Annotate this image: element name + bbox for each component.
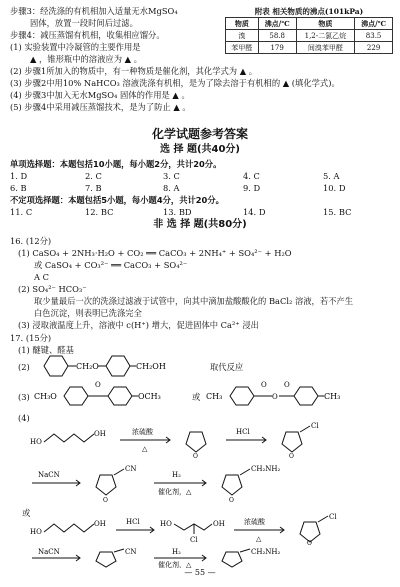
ch3-label: CH₃ [324,392,341,401]
hcl-label: HCl [126,518,140,526]
oh-label: OH [94,520,106,528]
section-choice-title: 选 择 题(共40分) [159,144,241,155]
appx-header: 沸点/℃ [355,18,393,30]
q17-part3-label: (3) [18,392,30,402]
cl-label: Cl [311,422,319,430]
answer-item: 6. B [10,183,27,193]
q1-line1: (1) 实验装置中冷凝管的主要作用是 [10,42,141,52]
o-label: O [272,393,278,401]
cl-label: Cl [329,513,337,521]
q16-text1: 取少量最后一次的洗涤过滤液于试管中，向其中滴加盐酸酸化的 BaCl₂ 溶液，若不产生 [34,296,354,306]
q17-part2-reaction-type: 取代反应 [210,362,244,372]
q17-part3-or: 或 [192,392,201,402]
q17-title: 17. (15分) [10,333,52,343]
cn-label: CN [125,465,137,473]
q16-choices: A C [34,272,49,282]
q17-part3-structure-b [206,380,396,410]
appx-cell: 229 [355,42,393,54]
q16-eq2: 或 CaSO₄ + CO₃²⁻ ══ CaCO₃ + SO₄²⁻ [34,260,188,270]
o-label: O [307,540,312,546]
och3-label: OCH₃ [138,392,161,401]
appendix-table [225,6,393,54]
o-label: O [284,381,290,389]
answer-item: 13. BD [163,207,192,217]
step3-line2: 固体，放置一段时间后过滤。 [30,18,138,28]
q16-part3: (3) 浸取液温度上升，溶液中 c(H⁺) 增大，促进固体中 Ca²⁺ 浸出 [18,320,259,330]
q17-part1: (1) 醚键、醛基 [18,345,74,355]
hcl-label: HCl [236,428,250,436]
q1-line2: ▲ ，锥形瓶中的溶液应为 ▲ 。 [30,54,142,64]
q17-part3-structure-a [34,380,180,410]
o-label: O [103,497,108,504]
q17-part2-label: (2) [18,362,30,372]
answer-item: 4. C [243,171,260,181]
conc-h2so4-label: 浓硫酸 [244,518,265,526]
appx-cell: 58.8 [258,30,296,42]
o-label: O [193,453,198,460]
answer-item: 2. C [85,171,102,181]
appx-cell: 179 [258,42,296,54]
appx-cell: 1,2-二氯乙烷 [296,30,355,42]
ch2nh2-label: CH₂NH₂ [251,548,281,556]
o-label: O [261,381,267,389]
route1-row2 [30,463,400,505]
appx-header: 物质 [226,18,259,30]
ch2nh2-label: CH₂NH₂ [251,465,281,473]
ho-label: HO [30,438,42,446]
ch3-label: CH₃ [206,392,223,401]
h2-label: H₂ [172,548,181,556]
answers-title: 化学试题参考答案 [151,127,248,141]
answer-item: 9. D [243,183,261,193]
answer-item: 1. D [10,171,28,181]
appx-header: 物质 [296,18,355,30]
o-label: O [229,497,234,504]
q5-line: (5) 步骤4中采用减压蒸馏技术，是为了防止 ▲ 。 [10,102,191,112]
cn-label: CN [125,548,137,556]
route1-row1 [30,420,400,460]
ho-label: HO [160,520,172,528]
heat-label: △ [142,445,148,453]
nacn-label: NaCN [38,471,60,479]
answer-item: 10. D [323,183,346,193]
oh-label: OH [94,430,106,438]
appx-cell: 间溴苯甲醛 [296,42,355,54]
oh-label: OH [213,520,225,528]
route2-row2 [30,548,400,568]
route2-row1 [30,512,400,546]
q16-ions: (2) SO₄²⁻ HCO₃⁻ [18,284,87,294]
q17-part4-label: (4) [18,413,30,423]
q4-line: (4) 步骤3中加入无水MgSO₄ 固体的作用是 ▲ 。 [10,90,190,100]
heat-label: △ [256,535,262,543]
ch2o-label: CH₂O [76,362,99,371]
answer-item: 5. A [323,171,340,181]
conc-h2so4-label: 浓硫酸 [132,428,153,436]
answer-item: 8. A [163,183,180,193]
q16-title: 16. (12分) [10,236,52,246]
h2-label: H₂ [172,471,181,479]
o-label: O [95,381,101,389]
multi-choice-header: 不定项选择题：本题包括5小题，每小题4分，共计20分。 [10,195,224,205]
ch2oh-label: CH₂OH [136,362,166,371]
appx-cell: 苯甲醛 [226,42,259,54]
single-choice-header: 单项选择题：本题包括10小题，每小题2分，共计20分。 [10,159,222,169]
answer-item: 15. BC [323,207,352,217]
q17-part2-structure [36,353,176,379]
answer-item: 7. B [85,183,102,193]
section-nonchoice-title: 非 选 择 题(共80分) [153,219,247,230]
cl-label: Cl [190,536,198,544]
step4-line: 步骤4：减压蒸馏有机相，收集相应馏分。 [10,30,165,40]
appx-cell: 溴 [226,30,259,42]
answer-item: 3. C [163,171,180,181]
answer-item: 14. D [243,207,266,217]
appx-cell: 83.5 [355,30,393,42]
catalyst-label: 催化剂，△ [158,561,192,568]
q3-line: (3) 步骤2中用10% NaHCO₃ 溶液洗涤有机相，是为了除去溶于有机相的 ▲ (填化学式)。 [10,78,340,88]
page-number: — 55 — [184,568,216,577]
step3-line1: 步骤3：经洗涤的有机相加入适量无水MgSO₄ [10,6,178,16]
answer-item: 11. C [10,207,33,217]
catalyst-label: 催化剂，△ [158,488,192,496]
q2-line: (2) 步骤1所加入的物质中，有一种物质是催化剂，其化学式为 ▲ 。 [10,66,258,76]
nacn-label: NaCN [38,548,60,556]
q16-eq1: (1) CaSO₄ + 2NH₃·H₂O + CO₂ ══ CaCO₃ + 2NH₄⁺ + SO₄²⁻ + H₂O [18,248,292,258]
appendix-title: 附表 相关物质的沸点(101kPa) [254,7,364,16]
answer-item: 12. BC [85,207,114,217]
ch3o-label: CH₃O [34,392,57,401]
appx-header: 沸点/℃ [258,18,296,30]
o-label: O [289,453,294,460]
q16-text2: 白色沉淀，则表明已洗涤完全 [34,308,142,318]
route-or: 或 [22,508,31,518]
ho-label: HO [30,528,42,536]
